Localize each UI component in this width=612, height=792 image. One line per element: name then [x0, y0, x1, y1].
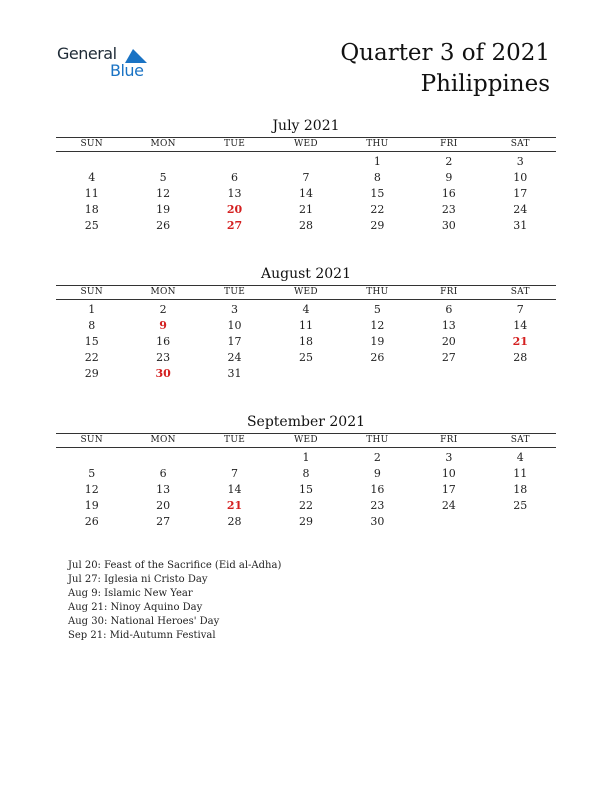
day-cell: 29 [298, 515, 313, 528]
day-cell: 16 [156, 335, 171, 348]
day-cell: 11 [84, 187, 99, 200]
day-cell: 17 [513, 187, 528, 200]
day-cell: 6 [231, 171, 239, 184]
generalblue-logo [57, 44, 157, 84]
header-divider [56, 299, 556, 300]
day-cell: 17 [227, 335, 242, 348]
day-cell: 22 [370, 203, 385, 216]
holiday-note: Aug 9: Islamic New Year [68, 588, 193, 599]
holiday-day-cell: 9 [159, 319, 167, 332]
day-cell: 24 [513, 203, 528, 216]
day-cell: 16 [370, 483, 385, 496]
holiday-notes-list [68, 559, 281, 643]
day-cell: 8 [88, 319, 96, 332]
holiday-day-cell: 30 [155, 367, 171, 380]
weekday-header [56, 434, 556, 447]
day-cell: 20 [441, 335, 456, 348]
holiday-day-cell: 21 [226, 499, 243, 512]
day-cell: 19 [156, 203, 171, 216]
day-cell: 31 [513, 219, 528, 232]
day-cell: 19 [84, 499, 99, 512]
day-cell: 25 [84, 219, 99, 232]
weekday-label: SAT [510, 435, 530, 445]
day-grid [56, 450, 556, 530]
day-cell: 1 [302, 451, 310, 464]
day-cell: 26 [370, 351, 385, 364]
day-cell: 12 [84, 483, 99, 496]
holiday-note: Aug 21: Ninoy Aquino Day [68, 602, 203, 613]
weekday-label: THU [366, 139, 389, 149]
day-cell: 15 [370, 187, 385, 200]
weekday-label: FRI [440, 139, 458, 149]
day-cell: 21 [298, 203, 313, 216]
day-cell: 20 [156, 499, 171, 512]
logo-text-blue: Blue [110, 61, 144, 80]
holiday-note: Jul 20: Feast of the Sacrifice (Eid al-Adha) [68, 560, 282, 571]
day-cell: 28 [513, 351, 528, 364]
weekday-label: WED [294, 435, 318, 445]
day-cell: 28 [227, 515, 242, 528]
day-cell: 10 [441, 467, 456, 480]
weekday-label: FRI [440, 435, 458, 445]
day-cell: 13 [441, 319, 456, 332]
day-cell: 12 [156, 187, 171, 200]
day-cell: 31 [227, 367, 242, 380]
holiday-note: Aug 30: National Heroes' Day [68, 616, 220, 627]
day-cell: 29 [84, 367, 99, 380]
day-cell: 8 [302, 467, 310, 480]
day-cell: 18 [298, 335, 313, 348]
holiday-day-cell: 27 [226, 219, 243, 232]
day-cell: 22 [298, 499, 313, 512]
day-cell: 2 [373, 451, 381, 464]
day-cell: 23 [441, 203, 456, 216]
day-cell: 24 [441, 499, 456, 512]
holiday-day-cell: 21 [512, 335, 528, 348]
country-title: Philippines [420, 71, 550, 97]
day-cell: 5 [159, 171, 167, 184]
weekday-label: THU [366, 287, 389, 297]
weekday-label: TUE [224, 287, 246, 297]
day-cell: 1 [373, 155, 381, 168]
day-cell: 6 [159, 467, 167, 480]
weekday-label: TUE [224, 139, 246, 149]
page-title [340, 38, 550, 100]
day-cell: 30 [441, 219, 456, 232]
day-cell: 5 [373, 303, 381, 316]
empty-day-cell [199, 154, 270, 170]
day-cell: 26 [156, 219, 171, 232]
day-cell: 16 [441, 187, 456, 200]
day-cell: 15 [84, 335, 99, 348]
logo-text-general: General [57, 44, 117, 63]
weekday-label: FRI [440, 287, 458, 297]
day-cell: 7 [516, 303, 524, 316]
weekday-header [56, 138, 556, 151]
day-cell: 25 [298, 351, 313, 364]
month-calendar-july [56, 117, 556, 234]
holiday-note: Jul 27: Iglesia ni Cristo Day [68, 574, 208, 585]
weekday-label: TUE [224, 435, 246, 445]
header-divider [56, 447, 556, 448]
day-cell: 18 [84, 203, 99, 216]
day-cell: 27 [156, 515, 171, 528]
holiday-note: Sep 21: Mid-Autumn Festival [68, 630, 216, 641]
day-grid [56, 302, 556, 382]
day-cell: 19 [370, 335, 385, 348]
weekday-label: MON [150, 139, 176, 149]
holiday-day-cell: 20 [226, 203, 243, 216]
weekday-label: WED [294, 287, 318, 297]
day-cell: 8 [373, 171, 381, 184]
empty-day-cell [127, 154, 198, 170]
weekday-label: SAT [510, 287, 530, 297]
day-cell: 2 [445, 155, 453, 168]
weekday-label: SUN [80, 139, 103, 149]
day-cell: 13 [156, 483, 171, 496]
weekday-label: MON [150, 287, 176, 297]
day-cell: 30 [370, 515, 385, 528]
day-cell: 4 [88, 171, 96, 184]
empty-day-cell [127, 450, 198, 466]
day-cell: 1 [88, 303, 96, 316]
weekday-label: WED [294, 139, 318, 149]
day-cell: 3 [231, 303, 239, 316]
day-cell: 11 [513, 467, 528, 480]
day-cell: 7 [231, 467, 239, 480]
day-cell: 27 [441, 351, 456, 364]
month-calendar-september [56, 413, 556, 530]
day-cell: 10 [513, 171, 528, 184]
day-cell: 23 [156, 351, 171, 364]
day-cell: 26 [84, 515, 99, 528]
month-title: September 2021 [246, 414, 366, 430]
day-cell: 11 [298, 319, 313, 332]
weekday-label: MON [150, 435, 176, 445]
day-cell: 3 [445, 451, 453, 464]
day-cell: 13 [227, 187, 242, 200]
day-cell: 9 [373, 467, 381, 480]
month-title: July 2021 [272, 118, 340, 134]
day-cell: 3 [516, 155, 524, 168]
day-cell: 28 [298, 219, 313, 232]
day-cell: 9 [445, 171, 453, 184]
empty-day-cell [56, 450, 127, 466]
day-cell: 25 [513, 499, 528, 512]
day-cell: 22 [84, 351, 99, 364]
weekday-label: SUN [80, 435, 103, 445]
day-cell: 5 [88, 467, 96, 480]
day-cell: 17 [441, 483, 456, 496]
day-cell: 15 [298, 483, 313, 496]
day-cell: 4 [302, 303, 310, 316]
day-cell: 12 [370, 319, 385, 332]
day-cell: 10 [227, 319, 242, 332]
empty-day-cell [56, 154, 127, 170]
weekday-label: SAT [510, 139, 530, 149]
day-cell: 24 [227, 351, 242, 364]
day-cell: 23 [370, 499, 385, 512]
day-cell: 4 [516, 451, 524, 464]
weekday-label: THU [366, 435, 389, 445]
day-grid [56, 154, 556, 234]
day-cell: 14 [513, 319, 528, 332]
weekday-label: SUN [80, 287, 103, 297]
empty-day-cell [199, 450, 270, 466]
day-cell: 14 [298, 187, 313, 200]
day-cell: 18 [513, 483, 528, 496]
weekday-header [56, 286, 556, 299]
quarter-title: Quarter 3 of 2021 [340, 40, 550, 66]
day-cell: 6 [445, 303, 453, 316]
day-cell: 14 [227, 483, 242, 496]
day-cell: 2 [159, 303, 167, 316]
month-title: August 2021 [261, 266, 351, 282]
empty-day-cell [270, 154, 341, 170]
day-cell: 7 [302, 171, 310, 184]
month-calendar-august [56, 265, 556, 382]
header-divider [56, 151, 556, 152]
day-cell: 29 [370, 219, 385, 232]
